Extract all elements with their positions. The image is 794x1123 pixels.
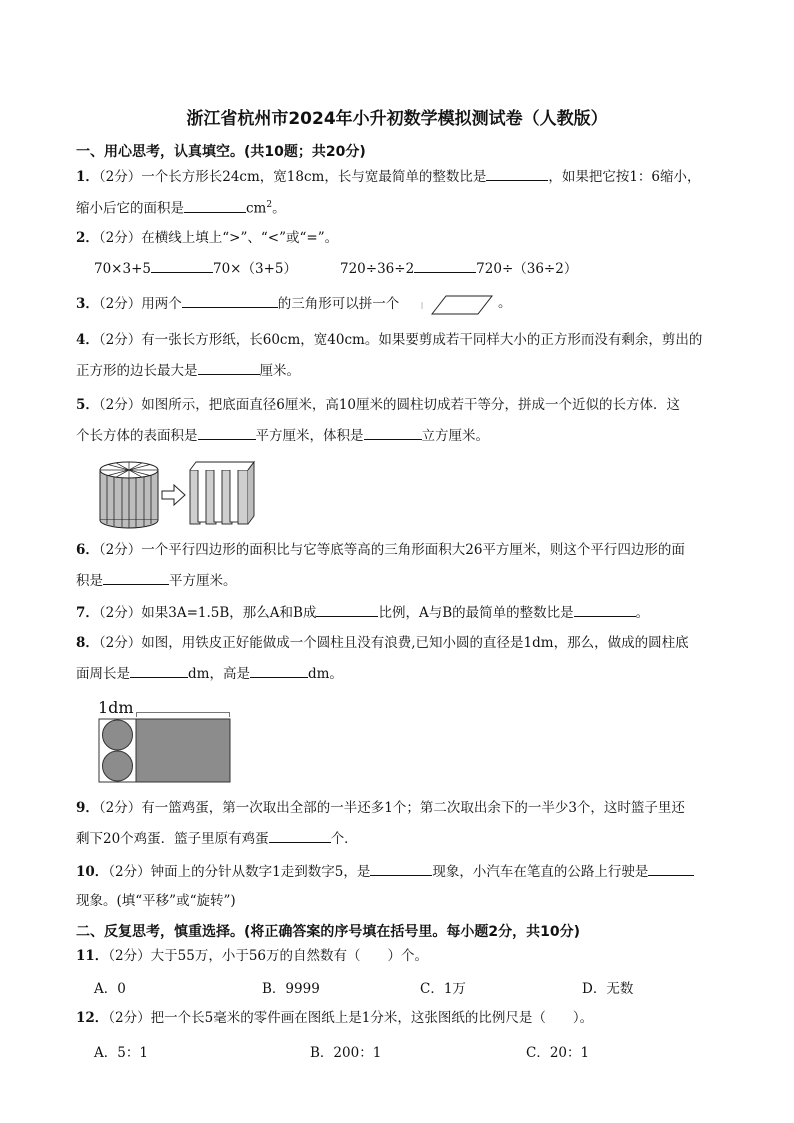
question-3-number: 3． (76, 296, 99, 312)
dimension-mark (136, 712, 230, 717)
question-3-text: 用两个 (141, 296, 182, 312)
unit-superscript: 2 (266, 200, 273, 210)
question-9-number: 9． (76, 800, 99, 816)
answer-blank[interactable] (648, 862, 694, 876)
question-3-line-1 (76, 294, 399, 313)
question-9-text-2: 剩下20个鸡蛋．篮子里原有鸡蛋 (76, 831, 269, 847)
question-4-text-3: 厘米。 (259, 363, 300, 379)
answer-blank[interactable] (250, 664, 308, 678)
question-12-option-b[interactable]: B．200：1 (310, 1045, 382, 1061)
question-11-score: （2分） (108, 948, 151, 964)
answer-blank[interactable] (269, 829, 331, 843)
question-2-text: 在横线上填上“>”、“<”或“=”。 (141, 230, 339, 246)
answer-blank[interactable] (370, 862, 432, 876)
question-7-text: 如果3A=1.5B，那么A和B成 (141, 605, 317, 621)
answer-blank[interactable] (198, 426, 256, 440)
question-2-expression-2 (340, 259, 577, 278)
question-12-option-a[interactable]: A．5：1 (94, 1045, 148, 1061)
answer-blank[interactable] (103, 571, 169, 585)
question-3-punctuation: 。 (498, 295, 512, 311)
question-10-text-2: 现象，小汽车在笔直的公路上行驶是 (432, 864, 649, 880)
question-11-option-b[interactable]: B．9999 (262, 981, 320, 997)
unit-label: cm (246, 200, 267, 217)
question-8-text-3: dm，高是 (188, 666, 250, 682)
question-5-text-4: 立方厘米。 (421, 428, 489, 444)
question-1-line-2 (76, 196, 286, 218)
cylinder-to-cuboid-figure (96, 458, 256, 530)
question-5-score: （2分） (98, 397, 142, 413)
answer-blank[interactable] (364, 426, 422, 440)
answer-blank[interactable] (151, 259, 213, 273)
question-6-text-3: 平方厘米。 (169, 573, 237, 589)
question-8-line-1 (76, 634, 689, 652)
question-1-number: 1． (76, 169, 99, 185)
question-1-text: 一个长方形长24cm，宽18cm，长与宽最简单的整数比是 (141, 169, 487, 185)
section-1-heading: 一、用心思考，认真填空。(共10题；共20分) (76, 144, 366, 160)
question-7-text-2: 比例，A与B的最简单的整数比是 (378, 605, 574, 621)
question-5-text: 如图所示，把底面直径6厘米，高10厘米的圆柱切成若干等分，拼成一个近似的长方体．这 (141, 397, 681, 413)
answer-blank[interactable] (574, 603, 636, 617)
expression-right: 70×（3+5） (212, 261, 297, 277)
question-7-score: （2分） (98, 605, 142, 621)
parallelogram-figure (418, 294, 494, 316)
question-5-number: 5． (76, 397, 99, 413)
answer-blank[interactable] (316, 603, 378, 617)
question-12-option-c[interactable]: C．20：1 (526, 1045, 590, 1061)
question-6-text: 一个平行四边形的面积比与它等底等高的三角形面积大26平方厘米，则这个平行四边形的面 (141, 542, 685, 558)
question-1-text-2: ，如果把它按1：6缩小， (548, 169, 701, 185)
question-8-number: 8． (76, 635, 99, 651)
section-2-heading: 二、反复思考，慎重选择。(将正确答案的序号填在括号里。每小题2分，共10分) (76, 924, 581, 940)
question-2-expression-1 (94, 259, 297, 278)
punctuation: 。 (635, 605, 650, 621)
expression-left: 70×3+5 (94, 261, 151, 277)
question-4-text-2: 正方形的边长最大是 (76, 363, 198, 379)
question-6-line-2 (76, 571, 237, 590)
answer-blank[interactable] (184, 199, 246, 213)
question-5-line-1 (76, 396, 680, 414)
page-title: 浙江省杭州市2024年小升初数学模拟测试卷（人教版） (186, 109, 608, 129)
question-11-text: 大于55万，小于56万的自然数有（ ）个。 (150, 948, 428, 964)
question-11-option-d[interactable]: D．无数 (582, 981, 634, 997)
question-1-line-1 (76, 167, 701, 186)
question-7-number: 7． (76, 605, 99, 621)
question-9-score: （2分） (98, 800, 142, 816)
answer-blank[interactable] (414, 259, 476, 273)
question-4-number: 4． (76, 332, 99, 348)
question-2-line-1 (76, 229, 338, 247)
question-9-line-2 (76, 829, 358, 848)
question-12-text: 把一个长5毫米的零件画在图纸上是1分米，这张图纸的比例尺是（ ）。 (150, 1010, 594, 1026)
question-11-line-1 (76, 947, 428, 965)
question-10-line-1 (76, 862, 694, 881)
question-11-number: 11． (76, 948, 109, 964)
question-5-text-3: 平方厘米，体积是 (255, 428, 364, 444)
question-8-text-4: dm。 (307, 666, 343, 682)
question-9-text: 有一篮鸡蛋，第一次取出全部的一半还多1个；第二次取出余下的一半少3个，这时篮子里还 (141, 800, 685, 816)
question-4-line-1 (76, 331, 702, 349)
answer-blank[interactable] (182, 294, 278, 308)
question-10-line-2: 现象。(填“平移”或“旋转”) (76, 893, 236, 909)
question-10-score: （2分） (108, 864, 151, 880)
question-10-number: 10． (76, 864, 109, 880)
answer-blank[interactable] (130, 664, 188, 678)
question-2-number: 2． (76, 230, 99, 246)
question-7-line-1 (76, 603, 649, 622)
question-8-text: 如图，用铁皮正好能做成一个圆柱且没有浪费,已知小圆的直径是1dm，那么，做成的圆柱底 (141, 635, 689, 651)
question-12-number: 12． (76, 1010, 109, 1026)
question-3-text-2: 的三角形可以拼一个 (277, 296, 400, 312)
question-8-score: （2分） (98, 635, 142, 651)
question-9-line-1 (76, 799, 685, 817)
question-1-score: （2分） (98, 169, 142, 185)
question-8-text-2: 面周长是 (76, 666, 130, 682)
question-9-text-3: 个． (330, 831, 358, 847)
punctuation: 。 (272, 200, 286, 217)
question-5-line-2 (76, 426, 489, 445)
figure-label-1dm: 1dm (98, 698, 134, 717)
question-4-text: 有一张长方形纸，长60cm，宽40cm。如果要剪成若干同样大小的正方形而没有剩余，剪出的 (141, 332, 703, 348)
question-3-score: （2分） (98, 296, 142, 312)
question-1-text-3: 缩小后它的面积是 (76, 200, 184, 217)
question-12-line-1 (76, 1009, 593, 1027)
question-2-score: （2分） (98, 230, 142, 246)
question-10-text: 钟面上的分针从数字1走到数字5，是 (150, 864, 371, 880)
expression-right: 720÷（36÷2） (476, 261, 578, 277)
question-6-text-2: 积是 (76, 573, 103, 589)
question-8-line-2 (76, 664, 343, 683)
question-11-option-c[interactable]: C．1万 (420, 981, 466, 997)
question-6-line-1 (76, 541, 685, 559)
question-12-score: （2分） (108, 1010, 151, 1026)
answer-blank[interactable] (486, 167, 548, 181)
question-5-text-2: 个长方体的表面积是 (76, 428, 198, 444)
expression-left: 720÷36÷2 (340, 261, 415, 277)
question-4-score: （2分） (98, 332, 142, 348)
question-6-number: 6． (76, 542, 99, 558)
question-11-option-a[interactable]: A．0 (94, 981, 126, 997)
question-4-line-2 (76, 361, 300, 380)
answer-blank[interactable] (198, 361, 260, 375)
question-6-score: （2分） (98, 542, 142, 558)
cylinder-net-figure (98, 718, 232, 784)
